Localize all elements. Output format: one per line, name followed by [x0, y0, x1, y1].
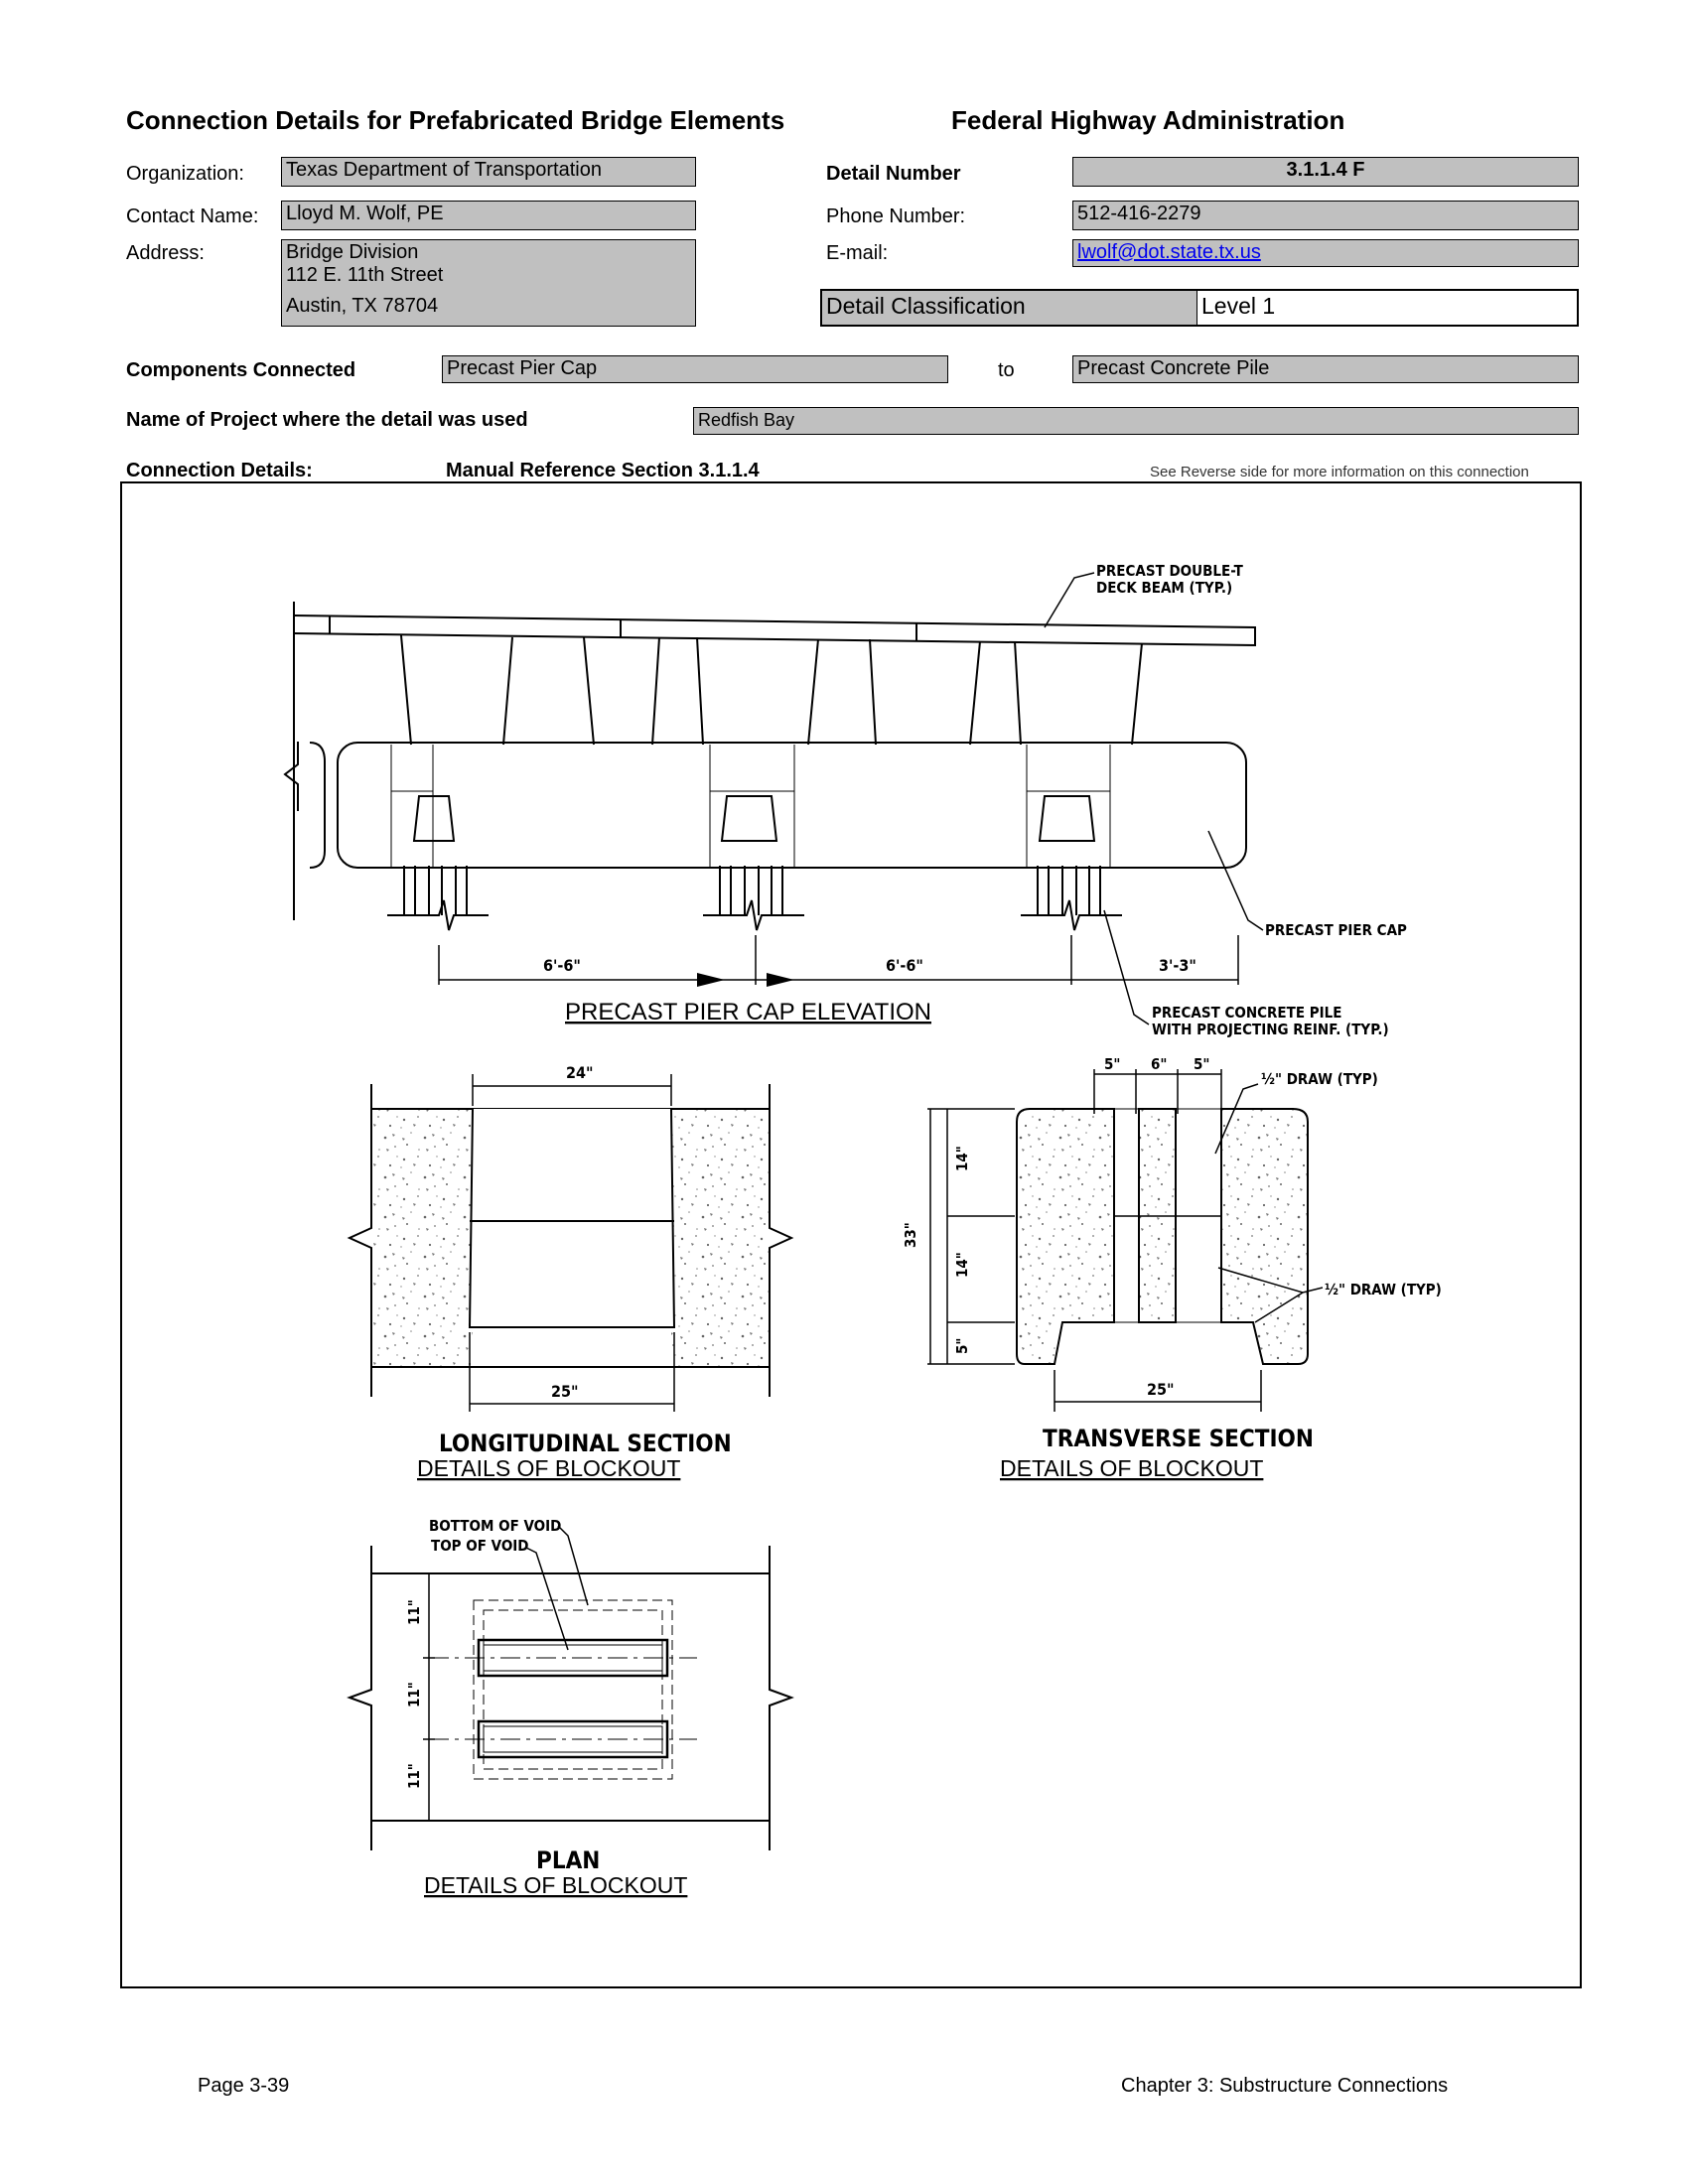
project-field: Redfish Bay: [693, 407, 1579, 435]
address-line1: Bridge Division: [286, 241, 419, 263]
dim-spacing-c: 3'-3": [1159, 956, 1196, 975]
trans-dim-33: 33": [902, 1222, 919, 1248]
note-pile-line1: PRECAST CONCRETE PILE: [1152, 1004, 1342, 1022]
pile-left: [387, 866, 489, 930]
long-title-line2: DETAILS OF BLOCKOUT: [417, 1455, 681, 1481]
pile-middle: [703, 866, 804, 930]
detail-number-field: 3.1.1.4 F: [1072, 157, 1579, 187]
phone-label: Phone Number:: [826, 205, 966, 227]
organization-label: Organization:: [126, 163, 244, 185]
trans-dim-5b: 5": [1194, 1055, 1210, 1073]
address-field: [281, 239, 696, 327]
trans-dim-5a: 5": [1104, 1055, 1121, 1073]
plan-dim-3: 11": [405, 1763, 423, 1789]
plan-note-top-void: TOP OF VOID: [431, 1537, 529, 1555]
plan-note-bottom-void: BOTTOM OF VOID: [429, 1517, 562, 1535]
pier-cap-elevation: [285, 573, 1263, 1024]
connection-drawing: [122, 483, 1580, 1986]
email-label: E-mail:: [826, 242, 889, 264]
reverse-side-note: See Reverse side for more information on this connection: [1150, 464, 1529, 480]
organization-field: Texas Department of Transportation: [281, 157, 696, 187]
drawing-frame: [120, 481, 1582, 1988]
plan-dim-2: 11": [405, 1682, 423, 1707]
dim-spacing-b: 6'-6": [886, 956, 923, 975]
agency-name: Federal Highway Administration: [951, 105, 1345, 135]
long-title-line1: LONGITUDINAL SECTION: [439, 1430, 732, 1457]
elevation-title: PRECAST PIER CAP ELEVATION: [565, 999, 931, 1025]
trans-draw-note-1: ½" DRAW (TYP): [1261, 1070, 1378, 1088]
page-number: Page 3-39: [198, 2075, 290, 2097]
project-label: Name of Project where the detail was used: [126, 409, 528, 431]
detail-number-label: Detail Number: [826, 163, 961, 185]
connection-details-label: Connection Details:: [126, 460, 313, 481]
manual-reference: Manual Reference Section 3.1.1.4: [446, 460, 760, 481]
classification-value: Level 1: [1201, 293, 1276, 319]
note-pier-cap: PRECAST PIER CAP: [1265, 921, 1407, 939]
detail-classification: [820, 289, 1579, 327]
long-dim-top: 24": [566, 1063, 594, 1082]
long-dim-bottom: 25": [551, 1382, 579, 1401]
plan-dim-1: 11": [405, 1599, 423, 1625]
component-a-field: Precast Pier Cap: [442, 355, 948, 383]
phone-field: 512-416-2279: [1072, 201, 1579, 230]
trans-dim-5c: 5": [953, 1337, 971, 1354]
note-double-t-line1: PRECAST DOUBLE-T: [1096, 562, 1243, 580]
email-link[interactable]: lwolf@dot.state.tx.us: [1077, 241, 1261, 263]
transverse-section: [927, 1069, 1323, 1412]
plan-title-line1: PLAN: [536, 1846, 601, 1874]
address-line2: 112 E. 11th Street: [286, 264, 444, 286]
contact-label: Contact Name:: [126, 205, 259, 227]
trans-dim-bottom: 25": [1147, 1380, 1175, 1399]
note-pile-line2: WITH PROJECTING REINF. (TYP.): [1152, 1021, 1389, 1038]
address-label: Address:: [126, 242, 205, 264]
trans-title-line2: DETAILS OF BLOCKOUT: [1000, 1455, 1264, 1481]
component-b-field: Precast Concrete Pile: [1072, 355, 1579, 383]
longitudinal-section: [350, 1074, 791, 1412]
components-label: Components Connected: [126, 359, 356, 381]
note-double-t-line2: DECK BEAM (TYP.): [1096, 579, 1233, 597]
classification-label: Detail Classification: [822, 291, 1197, 325]
dim-spacing-a: 6'-6": [543, 956, 581, 975]
trans-dim-6: 6": [1151, 1055, 1168, 1073]
document-title: Connection Details for Prefabricated Bridge Elements: [126, 105, 785, 135]
trans-dim-14a: 14": [953, 1146, 971, 1171]
trans-dim-14b: 14": [953, 1252, 971, 1278]
email-field: [1072, 239, 1579, 267]
address-line3: Austin, TX 78704: [286, 295, 439, 317]
contact-field: Lloyd M. Wolf, PE: [281, 201, 696, 230]
trans-title-line1: TRANSVERSE SECTION: [1043, 1425, 1314, 1452]
plan-title-line2: DETAILS OF BLOCKOUT: [424, 1872, 688, 1898]
trans-draw-note-2: ½" DRAW (TYP): [1325, 1281, 1442, 1298]
chapter-title: Chapter 3: Substructure Connections: [1121, 2075, 1449, 2097]
to-label: to: [998, 359, 1015, 381]
